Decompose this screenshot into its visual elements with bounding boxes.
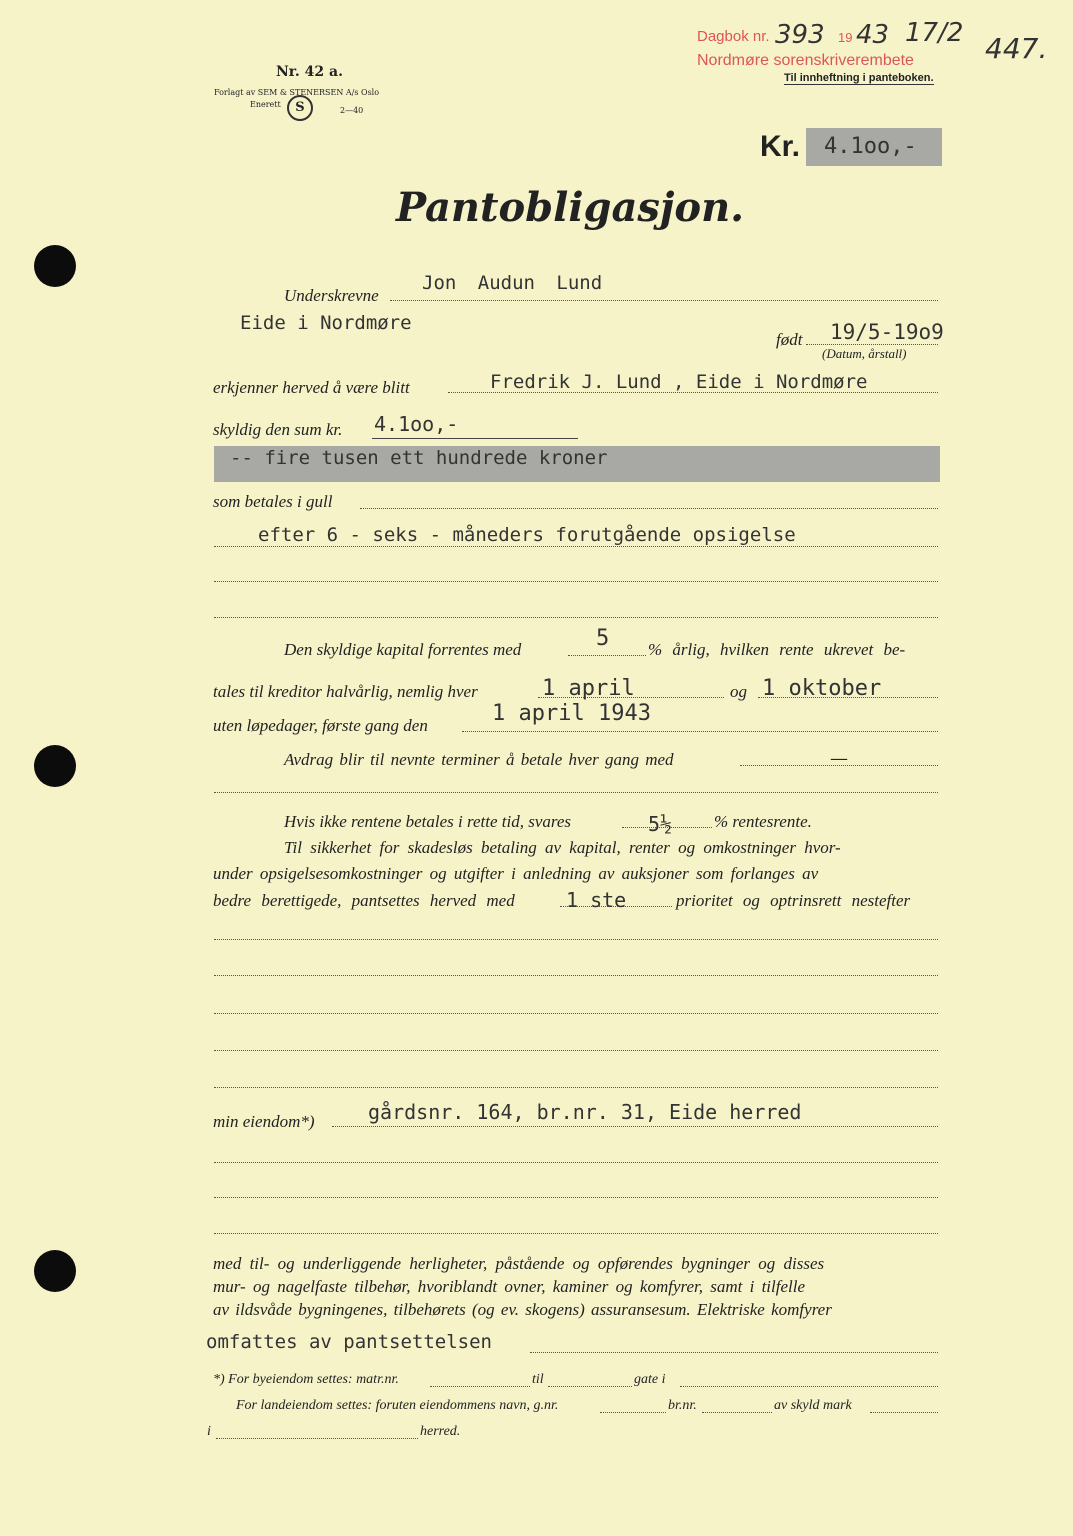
page-number: 447. — [985, 32, 1048, 65]
interest-text-2: % årlig, hvilken rente ukrevet be- — [648, 640, 906, 659]
stamp-year-prefix: 19 — [838, 30, 853, 45]
terms: efter 6 - seks - måneders forutgående opsigelse — [258, 524, 796, 546]
line — [568, 655, 646, 656]
line — [214, 792, 938, 793]
stamp-dagbok-label: Dagbok nr. — [697, 28, 770, 45]
footnote-rural-4: i — [207, 1424, 211, 1439]
line — [390, 300, 938, 301]
line — [214, 975, 938, 976]
pay-date-1: 1 april — [542, 676, 635, 701]
security-line-1: Til sikkerhet for skadesløs betaling av kapital, renter og omkostninger hvor- — [284, 838, 841, 857]
footnote-rural-2: br.nr. — [668, 1398, 697, 1413]
line — [372, 438, 578, 439]
line — [680, 1386, 938, 1387]
owe-amount: 4.1oo,- — [374, 412, 459, 436]
footnote-city-1: *) For byeiendom settes: matr.nr. — [213, 1372, 399, 1387]
property-value: gårdsnr. 164, br.nr. 31, Eide herred — [368, 1100, 802, 1124]
property-label: min eiendom*) — [213, 1112, 315, 1131]
footnote-rural-5: herred. — [420, 1424, 461, 1439]
footnote-city-2: til — [532, 1372, 544, 1387]
undersigned-label: Underskrevne — [284, 286, 379, 305]
line — [214, 1233, 938, 1234]
penalty-text-2: % rentesrente. — [714, 812, 812, 831]
line — [214, 1162, 938, 1163]
security-line-3b: prioritet og optrinsrett nestefter — [676, 891, 911, 910]
line — [360, 508, 938, 509]
appurtenance-line-4: omfattes av pantsettelsen — [206, 1331, 492, 1353]
line — [216, 1438, 418, 1439]
appurtenance-line-2: mur- og nagelfaste tilbehør, hvoriblandt ovner, kaminer og komfyrer, samt i tilfelle — [213, 1277, 806, 1296]
interest-text-1: Den skyldige kapital forrentes med — [284, 640, 522, 659]
footnote-city-3: gate i — [634, 1372, 666, 1387]
punch-hole — [34, 1250, 76, 1292]
stamp-office: Nordmøre sorenskriverembete — [697, 52, 914, 69]
form-number: Nr. 42 a. — [276, 64, 343, 80]
footnote-rural-3: av skyld mark — [774, 1398, 852, 1413]
first-text: uten løpedager, første gang den — [213, 716, 428, 735]
amount-label: Kr. — [760, 130, 801, 163]
owe-label: skyldig den sum kr. — [213, 420, 343, 439]
interest-rate: 5 — [596, 626, 610, 651]
line — [462, 731, 938, 732]
line — [214, 1013, 938, 1014]
instalment-text: Avdrag blir til nevnte terminer å betale hver gang med — [284, 750, 674, 769]
born-date: 19/5-19o9 — [830, 320, 944, 344]
line — [332, 1126, 938, 1127]
appurtenance-line-1: med til- og underliggende herligheter, påstående og opførendes bygninger og disses — [213, 1254, 825, 1273]
undersigned-name: Jon Audun Lund — [422, 272, 603, 294]
line — [214, 1197, 938, 1198]
amount-value: 4.1oo,- — [824, 134, 917, 159]
punch-hole — [34, 745, 76, 787]
publisher-enerett: Enerett — [250, 100, 281, 109]
security-line-3a: bedre berettigede, pantsettes herved med — [213, 891, 515, 910]
publisher-logo: S — [287, 95, 313, 121]
acknowledge-label: erkjenner herved å være blitt — [213, 378, 410, 397]
line — [214, 1087, 938, 1088]
document-title: Pantobligasjon. — [396, 184, 745, 231]
line — [214, 939, 938, 940]
penalty-text-1: Hvis ikke rentene betales i rette tid, svares — [284, 812, 572, 831]
line — [548, 1386, 632, 1387]
place: Eide i Nordmøre — [240, 312, 412, 334]
stamp-dagbok-number: 393 — [775, 20, 825, 50]
penalty-rate: 5½ — [648, 812, 673, 836]
born-label: født — [776, 330, 803, 349]
line — [214, 546, 938, 547]
amount-words: -- fire tusen ett hundrede kroner — [230, 447, 608, 469]
instalment-value: — — [830, 748, 848, 769]
pay-and: og — [730, 682, 747, 701]
line — [430, 1386, 530, 1387]
priority: 1 ste — [566, 888, 627, 912]
pay-text-1: tales til kreditor halvårlig, nemlig hver — [213, 682, 478, 701]
pay-date-2: 1 oktober — [762, 676, 882, 701]
gold-label: som betales i gull — [213, 492, 333, 511]
creditor: Fredrik J. Lund , Eide i Nordmøre — [490, 371, 868, 393]
first-date: 1 april 1943 — [492, 701, 651, 726]
born-hint: (Datum, årstall) — [822, 346, 907, 361]
line — [600, 1412, 666, 1413]
line — [214, 1050, 938, 1051]
line — [806, 344, 938, 345]
stamp-note: Til innheftning i panteboken. — [784, 72, 934, 84]
footnote-rural-1: For landeiendom settes: foruten eiendommens navn, g.nr. — [236, 1398, 559, 1413]
stamp-date: 17/2 — [905, 18, 964, 48]
publisher-line: Forlagt av SEM & STENERSEN A/s Oslo — [214, 88, 380, 97]
stamp-year: 43 — [856, 20, 890, 50]
line — [214, 617, 938, 618]
security-line-2: under opsigelsesomkostninger og utgifter i anledning av auksjoner som forlanges av — [213, 864, 819, 883]
line — [702, 1412, 772, 1413]
publisher-code: 2—40 — [340, 106, 364, 115]
line — [214, 581, 938, 582]
appurtenance-line-3: av ildsvåde bygningenes, tilbehørets (og ev. skogens) assuransesum. Elektriske komfyrer — [213, 1300, 832, 1319]
line — [870, 1412, 938, 1413]
punch-hole — [34, 245, 76, 287]
line — [530, 1352, 938, 1353]
